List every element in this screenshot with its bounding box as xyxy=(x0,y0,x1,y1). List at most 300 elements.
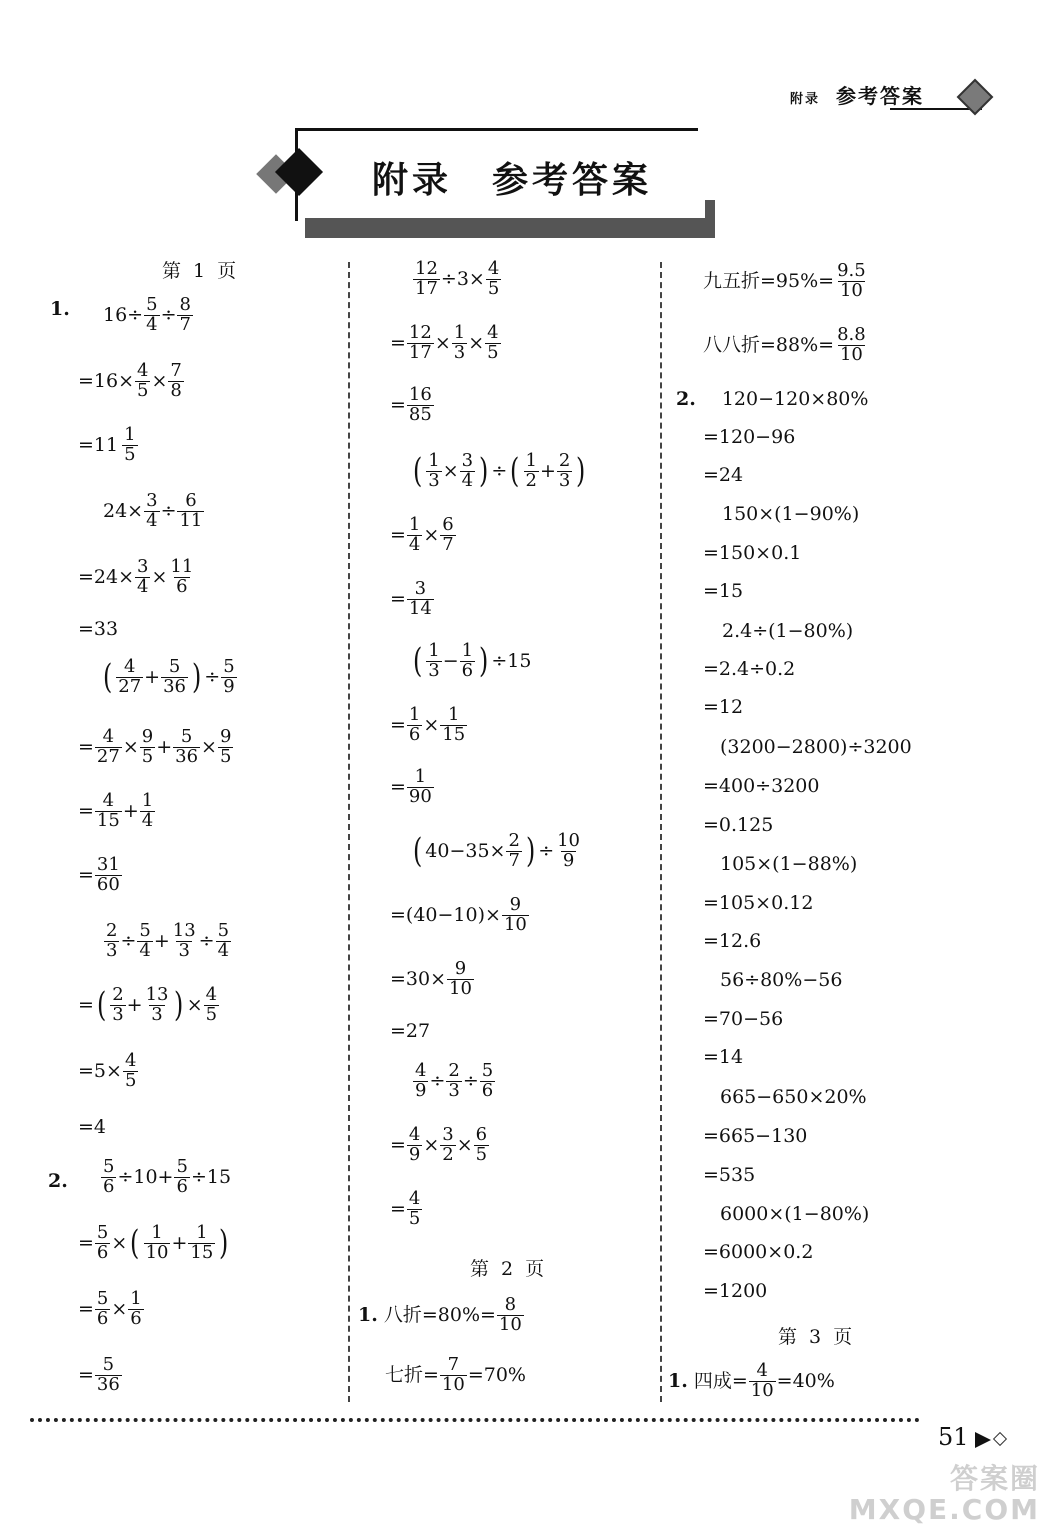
arrow-icon xyxy=(975,1432,991,1448)
expr-text: ÷15 xyxy=(491,649,532,672)
expr-text: = xyxy=(78,1363,94,1386)
numerator: 4 xyxy=(756,1360,768,1381)
denominator: 5 xyxy=(408,1207,421,1229)
expr-text: + xyxy=(153,929,170,952)
fraction xyxy=(474,1126,489,1165)
denominator: 4 xyxy=(146,313,158,335)
fraction xyxy=(177,296,192,335)
expr-text: = xyxy=(78,735,94,758)
question-number: 1. xyxy=(50,298,70,320)
answer-line: =150×0.1 xyxy=(703,542,802,564)
denominator: 3 xyxy=(106,939,118,961)
denominator: 6 xyxy=(176,575,188,597)
expr-text: = xyxy=(390,1197,406,1220)
paren: ( xyxy=(130,1223,140,1264)
denominator: 5 xyxy=(205,1003,218,1025)
expr-text: 九五折=95%= xyxy=(703,269,835,292)
denominator: 5 xyxy=(124,1069,137,1091)
numerator: 1 xyxy=(525,450,537,471)
denominator: 3 xyxy=(178,939,190,961)
answer-line xyxy=(410,642,531,681)
fraction xyxy=(426,642,441,681)
answer-line xyxy=(78,792,156,831)
question-number: 2. xyxy=(48,1170,68,1192)
numerator: 6 xyxy=(185,490,197,511)
paren: ( xyxy=(102,657,113,698)
fraction xyxy=(188,1224,215,1263)
answer-line: 2.4÷(1−80%) xyxy=(722,620,854,642)
numerator: 2 xyxy=(558,450,571,471)
answer-line xyxy=(390,516,457,555)
fraction xyxy=(407,706,422,745)
numerator: 16 xyxy=(408,384,432,405)
numerator: 8 xyxy=(179,294,191,315)
numerator: 4 xyxy=(102,726,115,747)
denominator: 6 xyxy=(408,723,421,745)
expr-text: =24× xyxy=(78,565,135,588)
question-number: 1. xyxy=(358,1303,378,1326)
answer-line xyxy=(78,558,196,597)
numerator: 5 xyxy=(96,1222,109,1243)
answer-line xyxy=(390,1126,490,1165)
fraction xyxy=(95,792,122,831)
answer-line: =1200 xyxy=(703,1280,768,1302)
expr-text: × xyxy=(201,735,217,758)
fraction xyxy=(452,324,467,363)
numerator: 6 xyxy=(475,1124,488,1145)
paren: ) xyxy=(479,641,489,682)
expr-text: × xyxy=(122,735,139,758)
paren: ) xyxy=(525,831,536,872)
fraction xyxy=(122,426,137,465)
expr-text: 七折= xyxy=(385,1363,439,1386)
numerator: 4 xyxy=(487,258,500,279)
fraction xyxy=(140,728,155,767)
fraction xyxy=(413,260,440,299)
numerator: 1 xyxy=(141,790,154,811)
answer-line xyxy=(410,452,589,491)
paren: ( xyxy=(510,451,520,492)
denominator: 5 xyxy=(137,379,149,401)
denominator: 60 xyxy=(96,873,120,895)
fraction xyxy=(116,658,143,697)
fraction xyxy=(128,1290,143,1329)
answer-line xyxy=(78,856,123,895)
fraction xyxy=(407,386,434,425)
denominator: 5 xyxy=(475,1143,488,1165)
expr-text: ÷ xyxy=(429,1069,446,1092)
fraction xyxy=(486,260,501,299)
numerator: 1 xyxy=(408,704,421,725)
question-number: 2. xyxy=(676,388,696,410)
watermark xyxy=(849,1464,1040,1526)
paren: ( xyxy=(412,451,423,492)
header-small: 附录 xyxy=(790,92,821,107)
fraction xyxy=(440,1126,455,1165)
expr-text: + xyxy=(540,459,556,482)
numerator: 1 xyxy=(448,704,460,725)
denominator: 3 xyxy=(151,1003,163,1025)
fraction xyxy=(440,516,455,555)
denominator: 3 xyxy=(428,659,440,681)
numerator: 4 xyxy=(408,1188,421,1209)
fraction xyxy=(168,362,183,401)
numerator: 4 xyxy=(408,1124,421,1145)
expr-text: + xyxy=(156,735,173,758)
denominator: 36 xyxy=(163,675,186,697)
fraction xyxy=(557,452,572,491)
expr-text: + xyxy=(122,799,139,822)
fraction xyxy=(835,262,868,301)
watermark-url: MXQE.COM xyxy=(848,1493,1040,1527)
paren: ) xyxy=(576,451,586,492)
numerator: 9 xyxy=(509,894,522,915)
denominator: 3 xyxy=(453,341,466,363)
fraction xyxy=(407,516,422,555)
fraction xyxy=(95,1356,122,1395)
denominator: 6 xyxy=(481,1079,494,1101)
denominator: 10 xyxy=(498,1313,522,1335)
fraction xyxy=(447,960,474,999)
fraction xyxy=(144,296,159,335)
answer-line: =665−130 xyxy=(703,1125,808,1147)
answer-line xyxy=(78,1224,232,1263)
fraction xyxy=(524,452,539,491)
numerator: 5 xyxy=(139,920,151,941)
expr-text: = xyxy=(390,331,406,354)
expr-text: 八折=80%= xyxy=(383,1303,496,1326)
answer-line xyxy=(390,706,468,745)
expr-text: ÷ xyxy=(160,499,177,522)
denominator: 6 xyxy=(130,1307,142,1329)
expr-text: + xyxy=(144,665,161,688)
column-divider xyxy=(660,262,662,1402)
banner-shadow-side xyxy=(705,200,715,238)
answer-line: =120−96 xyxy=(703,426,796,448)
answer-line: 56÷80%−56 xyxy=(720,969,843,991)
expr-text: = xyxy=(390,587,406,610)
denominator: 7 xyxy=(442,533,454,555)
denominator: 5 xyxy=(487,277,500,299)
fraction xyxy=(104,922,119,961)
expr-text: − xyxy=(442,649,459,672)
fraction xyxy=(204,986,219,1025)
paren: ( xyxy=(96,985,107,1026)
fraction xyxy=(135,558,150,597)
denominator: 10 xyxy=(750,1379,774,1401)
expr-text: × xyxy=(442,459,459,482)
expr-text: + xyxy=(126,993,143,1016)
fraction xyxy=(497,1296,524,1335)
numerator: 9 xyxy=(141,726,154,747)
header-title: 参考答案 xyxy=(836,84,925,108)
denominator: 4 xyxy=(137,575,149,597)
fraction xyxy=(168,558,195,597)
answer-line: =33 xyxy=(78,618,119,640)
numerator: 5 xyxy=(180,726,193,747)
answer-line: =105×0.12 xyxy=(703,892,814,914)
fraction xyxy=(480,1062,495,1101)
paren: ) xyxy=(219,1223,229,1264)
fraction xyxy=(177,492,204,531)
expr-text: 四成= xyxy=(693,1369,748,1392)
numerator: 5 xyxy=(176,1156,188,1177)
numerator: 3 xyxy=(414,578,427,599)
question-number: 1. xyxy=(668,1369,688,1392)
denominator: 10 xyxy=(839,279,863,301)
expr-text: × xyxy=(186,993,203,1016)
numerator: 5 xyxy=(103,1156,115,1177)
expr-text: 120−120×80% xyxy=(721,388,869,410)
fraction xyxy=(502,896,529,935)
expr-text: =40% xyxy=(776,1369,835,1392)
fraction xyxy=(171,922,198,961)
fraction xyxy=(440,706,467,745)
fraction xyxy=(101,1158,116,1197)
expr-text: = xyxy=(78,993,94,1016)
expr-text: ÷ xyxy=(491,459,508,482)
expr-text: ÷15 xyxy=(190,1165,232,1188)
expr-text: = xyxy=(78,863,94,886)
numerator: 2 xyxy=(112,984,124,1005)
fraction xyxy=(218,728,233,767)
fraction xyxy=(110,986,125,1025)
numerator: 2 xyxy=(508,830,520,851)
denominator: 6 xyxy=(96,1307,109,1329)
answer-line xyxy=(668,1362,835,1401)
numerator: 13 xyxy=(172,920,196,941)
expr-text: × xyxy=(456,1133,473,1156)
expr-text: ÷10+ xyxy=(117,1165,174,1188)
denominator: 4 xyxy=(141,809,154,831)
denominator: 9 xyxy=(562,849,575,871)
numerator: 1 xyxy=(414,766,427,787)
paren: ) xyxy=(191,657,202,698)
answer-line xyxy=(358,1296,525,1335)
answer-line xyxy=(78,1052,139,1091)
paren: ) xyxy=(174,985,184,1026)
denominator: 3 xyxy=(112,1003,124,1025)
answer-line: 150×(1−90%) xyxy=(722,503,860,525)
answer-line xyxy=(78,1290,145,1329)
fraction xyxy=(95,856,122,895)
numerator: 4 xyxy=(124,1050,137,1071)
numerator: 3 xyxy=(461,450,474,471)
expr-text: × xyxy=(151,369,168,392)
denominator: 9 xyxy=(223,675,235,697)
fraction xyxy=(440,1356,467,1395)
fraction xyxy=(446,1062,461,1101)
numerator: 12 xyxy=(408,322,432,343)
expr-text: =70% xyxy=(467,1363,526,1386)
denominator: 2 xyxy=(525,469,537,491)
denominator: 10 xyxy=(449,977,472,999)
numerator: 4 xyxy=(123,656,136,677)
denominator: 11 xyxy=(179,509,203,531)
numerator: 1 xyxy=(124,424,136,445)
answer-line: =27 xyxy=(390,1020,431,1042)
running-header xyxy=(790,80,924,109)
answer-line xyxy=(390,324,502,363)
expr-text: = xyxy=(78,1231,94,1254)
denominator: 6 xyxy=(96,1241,109,1263)
denominator: 2 xyxy=(442,1143,454,1165)
fraction xyxy=(216,922,231,961)
numerator: 4 xyxy=(487,322,499,343)
answer-line: =0.125 xyxy=(703,814,774,836)
expr-text: × xyxy=(468,331,485,354)
fraction xyxy=(140,792,155,831)
answer-line xyxy=(412,260,502,299)
numerator: 1 xyxy=(428,450,440,471)
fraction xyxy=(426,452,441,491)
denominator: 5 xyxy=(487,341,499,363)
expr-text: = xyxy=(390,1133,406,1156)
denominator: 15 xyxy=(190,1241,214,1263)
answer-line: 665−650×20% xyxy=(720,1086,867,1108)
expr-text: 八八折=88%= xyxy=(703,333,835,356)
numerator: 13 xyxy=(145,984,169,1005)
fraction xyxy=(161,658,188,697)
answer-line: =2.4÷0.2 xyxy=(703,658,796,680)
numerator: 8 xyxy=(504,1294,517,1315)
answer-line xyxy=(78,986,220,1025)
answer-line xyxy=(103,296,194,335)
numerator: 4 xyxy=(205,984,218,1005)
expr-text: =5× xyxy=(78,1059,122,1082)
section-heading: 第 1 页 xyxy=(162,260,240,282)
fraction xyxy=(407,580,434,619)
expr-text: =11 xyxy=(78,433,119,456)
numerator: 2 xyxy=(448,1060,460,1081)
answer-line: 6000×(1−80%) xyxy=(720,1203,870,1225)
numerator: 5 xyxy=(102,1354,115,1375)
numerator: 4 xyxy=(102,790,115,811)
numerator: 1 xyxy=(408,514,421,535)
answer-line xyxy=(103,922,232,961)
answer-line xyxy=(78,728,234,767)
denominator: 90 xyxy=(408,785,432,807)
expr-text: × xyxy=(111,1231,128,1254)
fraction xyxy=(749,1362,776,1401)
answer-line: =12.6 xyxy=(703,930,762,952)
numerator: 8.8 xyxy=(837,324,866,345)
fraction xyxy=(173,728,200,767)
fraction xyxy=(135,362,150,401)
fraction xyxy=(506,832,521,871)
expr-text: × xyxy=(423,1133,440,1156)
expr-text: ÷ xyxy=(160,303,177,326)
answer-line xyxy=(48,1172,86,1191)
fraction xyxy=(835,326,868,365)
paren: ( xyxy=(412,641,423,682)
expr-text: + xyxy=(171,1231,188,1254)
denominator: 5 xyxy=(124,443,136,465)
answer-line: =12 xyxy=(703,696,744,718)
denominator: 27 xyxy=(118,675,142,697)
denominator: 9 xyxy=(415,1079,427,1101)
denominator: 10 xyxy=(145,1241,169,1263)
denominator: 10 xyxy=(839,343,863,365)
answer-line: =70−56 xyxy=(703,1008,784,1030)
answer-line xyxy=(412,1062,496,1101)
fraction xyxy=(407,1126,422,1165)
answer-line: =15 xyxy=(703,580,744,602)
denominator: 7 xyxy=(508,849,520,871)
numerator: 5 xyxy=(96,1288,109,1309)
expr-text: ÷ xyxy=(120,929,137,952)
answer-line xyxy=(78,362,185,401)
answer-line xyxy=(100,1158,231,1197)
numerator: 9 xyxy=(219,726,232,747)
answer-line xyxy=(50,300,88,319)
numerator: 1 xyxy=(130,1288,142,1309)
fraction xyxy=(137,922,152,961)
denominator: 6 xyxy=(103,1175,115,1197)
denominator: 6 xyxy=(176,1175,188,1197)
expr-text: × xyxy=(151,565,168,588)
denominator: 4 xyxy=(408,533,421,555)
paren: ( xyxy=(412,831,423,872)
denominator: 9 xyxy=(408,1143,421,1165)
expr-text: = xyxy=(78,1297,94,1320)
expr-text: × xyxy=(111,1297,128,1320)
watermark-logo: 答案圈 xyxy=(949,1462,1040,1496)
denominator: 3 xyxy=(428,469,440,491)
answer-line: 105×(1−88%) xyxy=(720,853,858,875)
expr-text: = xyxy=(390,775,406,798)
denominator: 36 xyxy=(175,745,199,767)
denominator: 17 xyxy=(415,277,438,299)
numerator: 6 xyxy=(442,514,454,535)
answer-line: =4 xyxy=(78,1116,107,1138)
expr-text: 16÷ xyxy=(103,303,144,326)
answer-line: =6000×0.2 xyxy=(703,1241,814,1263)
numerator: 12 xyxy=(415,258,438,279)
answer-line: (3200−2800)÷3200 xyxy=(720,736,912,758)
expr-text: =16× xyxy=(78,369,135,392)
answer-line xyxy=(390,580,435,619)
banner-shadow xyxy=(305,218,715,238)
fraction xyxy=(95,1290,110,1329)
paren: ) xyxy=(479,451,489,492)
numerator: 1 xyxy=(461,640,474,661)
expr-text: 24× xyxy=(103,499,144,522)
fraction xyxy=(460,452,475,491)
numerator: 7 xyxy=(447,1354,460,1375)
numerator: 2 xyxy=(106,920,118,941)
fraction xyxy=(407,768,434,807)
fraction xyxy=(174,1158,189,1197)
expr-text: = xyxy=(390,393,406,416)
footer-dotted-rule xyxy=(30,1418,920,1422)
numerator: 3 xyxy=(146,490,158,511)
column-divider xyxy=(348,262,350,1402)
banner-title: 附录 参考答案 xyxy=(372,160,653,201)
denominator: 85 xyxy=(408,403,432,425)
denominator: 4 xyxy=(461,469,474,491)
numerator: 1 xyxy=(196,1222,208,1243)
denominator: 7 xyxy=(179,313,191,335)
denominator: 5 xyxy=(219,745,232,767)
expr-text: = xyxy=(390,523,406,546)
fraction xyxy=(144,1224,171,1263)
numerator: 10 xyxy=(557,830,581,851)
denominator: 6 xyxy=(461,659,474,681)
fraction xyxy=(485,324,500,363)
denominator: 5 xyxy=(141,745,154,767)
answer-line xyxy=(385,1356,526,1395)
